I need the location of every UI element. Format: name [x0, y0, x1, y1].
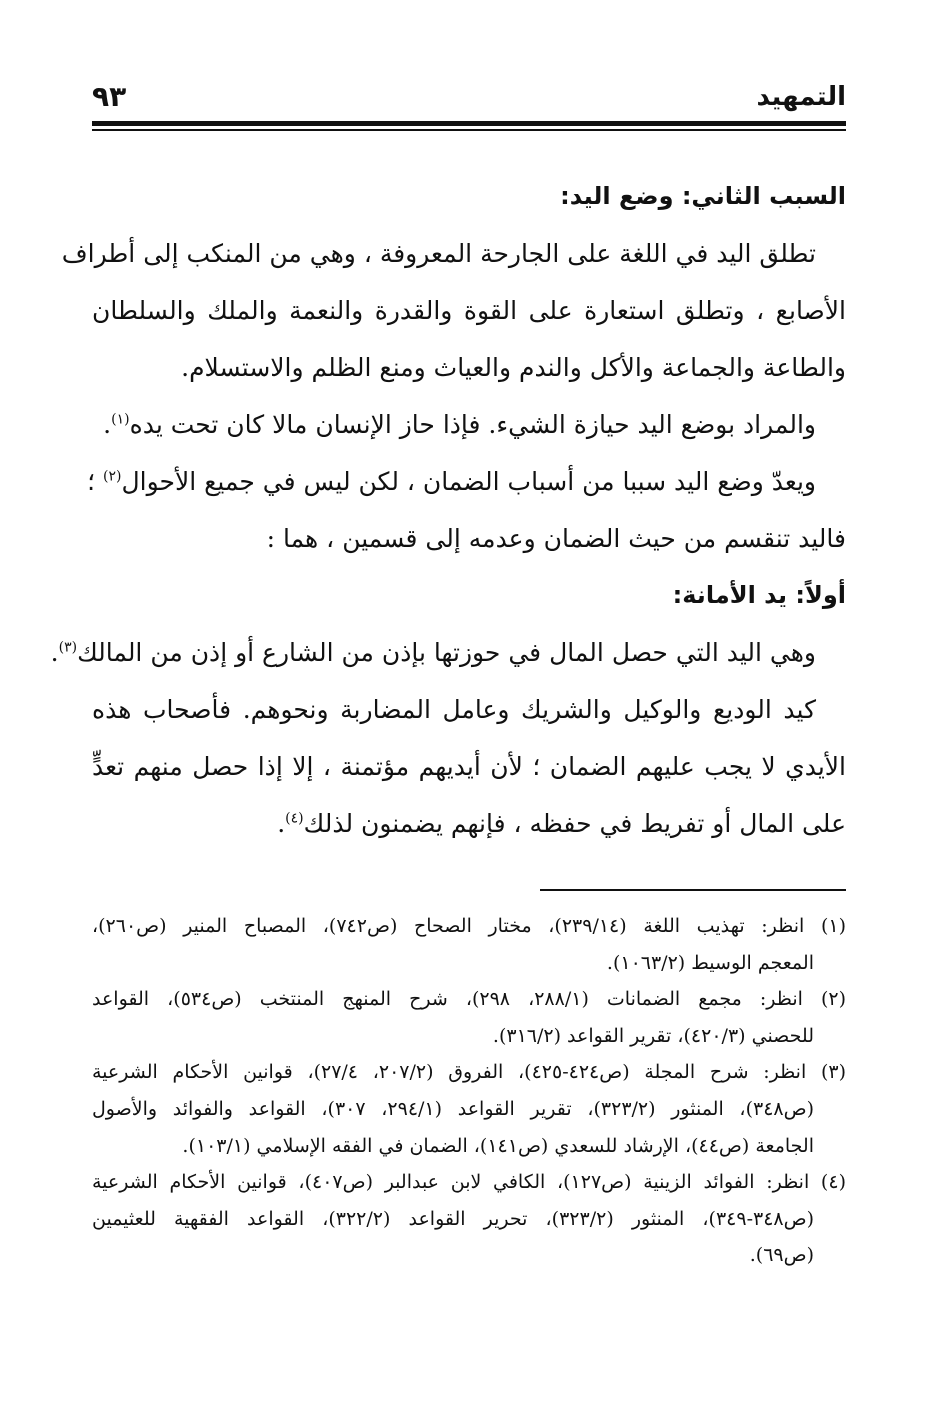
footnote-marker[interactable]: (٤): [285, 810, 304, 827]
text-span: .: [103, 410, 112, 439]
text-span: ؛: [87, 467, 103, 496]
footnote-line: (٢) انظر: مجمع الضمانات (٢٨٨/١، ٢٩٨)، شرح المنهج المنتخب (ص٥٣٤)، القواعد: [92, 988, 847, 1011]
footnotes: [92, 908, 846, 1274]
footnote-line: المعجم الوسيط (١٠٦٣/٢).: [606, 951, 814, 974]
footnote-line: الجامعة (ص٤٤)، الإرشاد للسعدي (ص١٤١)، الضمان في الفقه الإسلامي (١٠٣/١).: [182, 1134, 814, 1157]
paragraph-line: تطلق اليد في اللغة على الجارحة المعروفة ، وهي من المنكب إلى أطراف: [61, 239, 816, 268]
footnote-line: (ص٦٩).: [749, 1244, 814, 1267]
paragraph-line: كيد الوديع والوكيل والشريك وعامل المضاربة ونحوهم. فأصحاب هذه: [92, 695, 816, 724]
header-rule-thin: [92, 129, 846, 131]
footnote-line: (ص٣٤٨-٣٤٩)، المنثور (٣٢٣/٢)، تحرير القواعد (٣٢٢/٢)، القواعد الفقهية للعثيمين: [92, 1207, 815, 1230]
footnote-line: (١) انظر: تهذيب اللغة (٢٣٩/١٤)، مختار الصحاح (ص٧٤٢)، المصباح المنير (ص٢٦٠)،: [92, 915, 846, 937]
text-span: وهي اليد التي حصل المال في حوزتها بإذن من الشارع أو إذن من المالك: [77, 638, 816, 667]
main-text: [50, 168, 846, 852]
paragraph-line: [50, 624, 846, 681]
footnote-line: (ص٣٤٨)، المنثور (٣٢٣/٢)، تقرير القواعد (٢٩٤/١، ٣٠٧)، القواعد والفوائد والأصول: [92, 1097, 814, 1120]
page-number: ٩٣: [92, 80, 127, 113]
text-span: .: [50, 638, 59, 667]
footnote-marker[interactable]: (٢): [103, 468, 122, 485]
section-heading: السبب الثاني: وضع اليد:: [560, 182, 846, 210]
text-span: على المال أو تفريط في حفظه ، فإنهم يضمنون لذلك: [303, 809, 846, 838]
text-span: .: [277, 809, 286, 838]
paragraph-line: والطاعة والجماعة والأكل والندم والعياث ومنع الظلم والاستسلام.: [181, 353, 846, 382]
paragraph-line: [92, 396, 846, 453]
header-rule-thick: [92, 121, 846, 126]
paragraph-line: الأيدي لا يجب عليهم الضمان ؛ لأن أيديهم مؤتمنة ، إلا إذا حصل منهم تعدٍّ: [92, 752, 846, 781]
paragraph-line: الأصابع ، وتطلق استعارة على القوة والقدرة والنعمة والملك والسلطان: [92, 296, 846, 325]
paragraph-line: [92, 795, 846, 852]
footnote-separator: [540, 889, 846, 891]
running-title: التمهيد: [756, 82, 846, 112]
text-span: والمراد بوضع اليد حيازة الشيء. فإذا حاز الإنسان مالا كان تحت يده: [129, 410, 816, 439]
footnote-marker[interactable]: (٣): [58, 639, 78, 656]
footnote-line: (٣) انظر: شرح المجلة (ص٤٢٤-٤٢٥)، الفروق (٢٠٧/٢، ٢٧/٤)، قوانين الأحكام الشرعية: [92, 1061, 846, 1084]
text-span: ويعدّ وضع اليد سببا من أسباب الضمان ، لكن ليس في جميع الأحوال: [121, 467, 816, 496]
footnote-line: (٤) انظر: الفوائد الزينية (ص١٢٧)، الكافي لابن عبدالبر (ص٤٠٧)، قوانين الأحكام الشرعية: [92, 1171, 846, 1194]
paragraph-line: [87, 453, 846, 510]
page-header: [92, 78, 846, 118]
footnote-marker[interactable]: (١): [111, 411, 130, 428]
paragraph-line: فاليد تنقسم من حيث الضمان وعدمه إلى قسمين ، هما :: [266, 524, 846, 553]
subsection-heading: أولاً: يد الأمانة:: [672, 581, 846, 609]
footnote-line: للحصني (٤٢٠/٣)، تقرير القواعد (٣١٦/٢).: [492, 1024, 814, 1047]
